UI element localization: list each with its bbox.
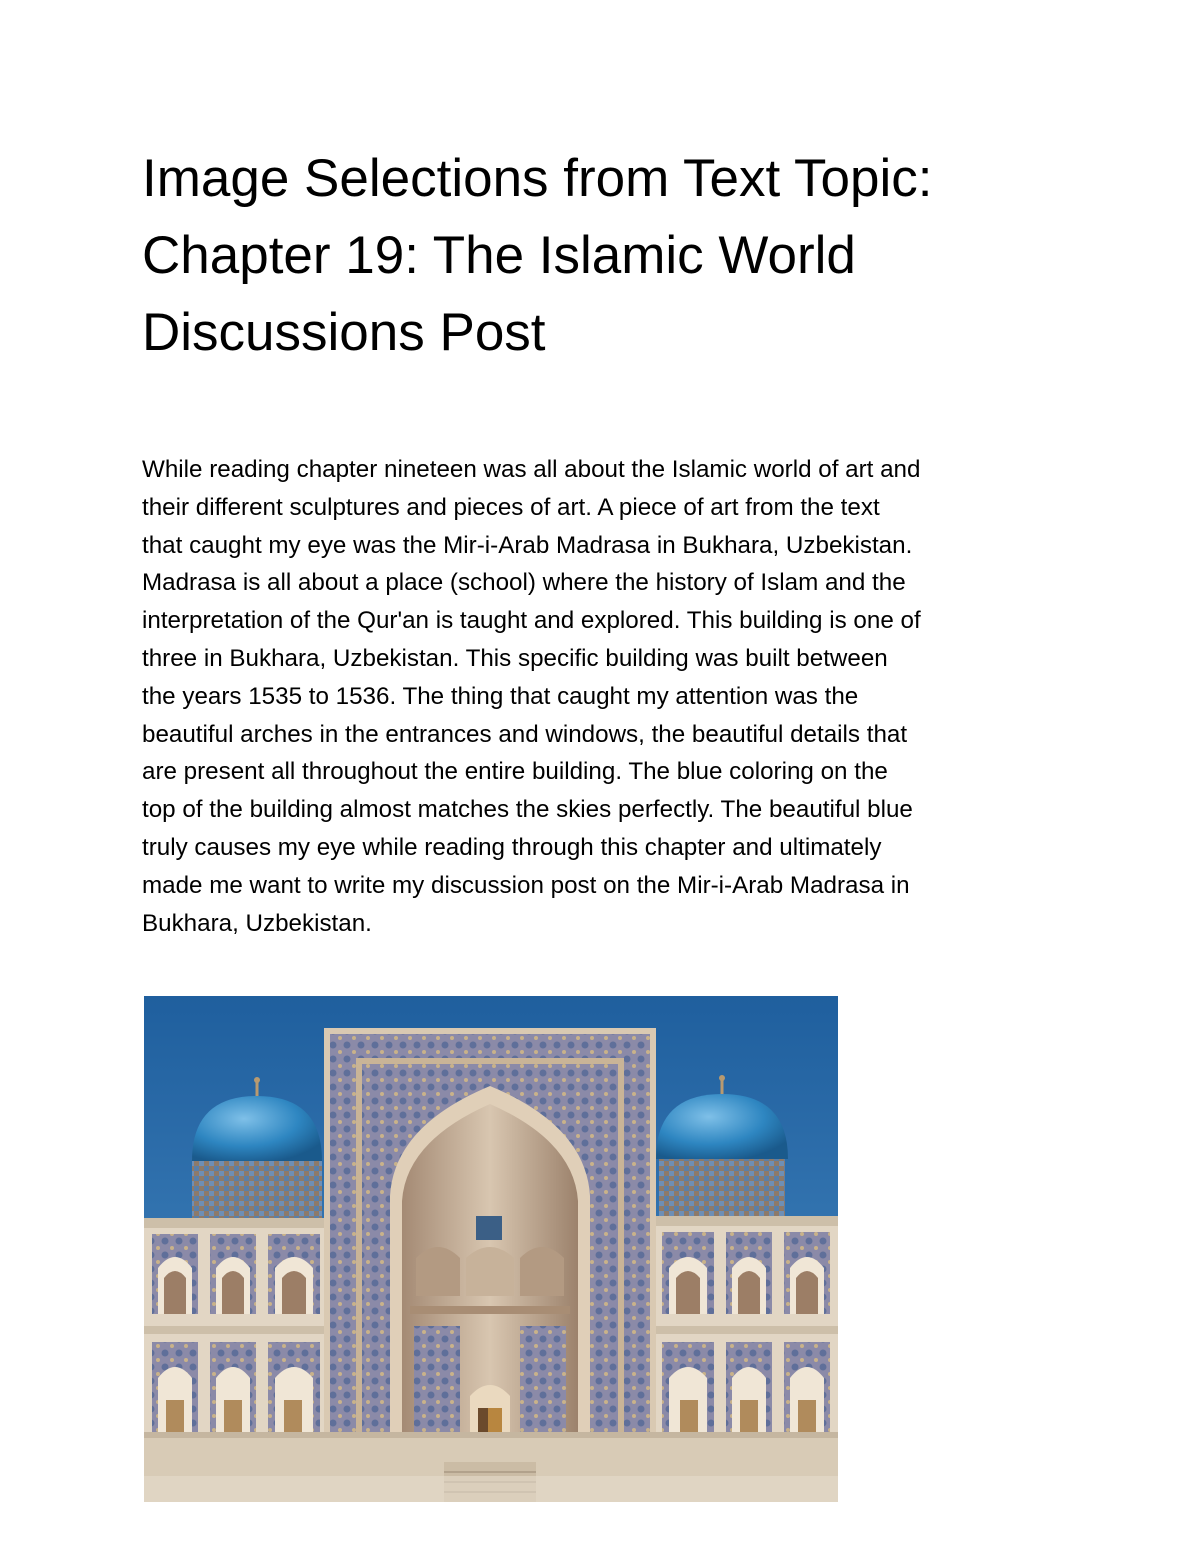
paragraph-line: beautiful arches in the entrances and windows, the beautiful details that [142,720,908,748]
paragraph-line: Madrasa is all about a place (school) where the history of Islam and the [142,569,906,597]
paragraph-line: Bukhara, Uzbekistan. [142,909,372,937]
discussion-paragraph [142,451,1082,942]
madrasa-photo [144,996,838,1502]
paragraph-line: the years 1535 to 1536. The thing that caught my attention was the [142,682,859,710]
paragraph-line: made me want to write my discussion post on the Mir-i-Arab Madrasa in [142,871,910,899]
paragraph-line: interpretation of the Qur'an is taught and explored. This building is one of [142,607,921,635]
paragraph-line: truly causes my eye while reading through this chapter and ultimately [142,833,882,861]
page-title [142,140,1102,371]
foreground-steps [144,1432,838,1502]
paragraph-line: their different sculptures and pieces of art. A piece of art from the text [142,493,880,521]
paragraph-line: are present all throughout the entire building. The blue coloring on the [142,758,888,786]
title-line: Image Selections from Text Topic: [142,149,933,208]
paragraph-line: top of the building almost matches the skies perfectly. The beautiful blue [142,796,913,824]
paragraph-line: three in Bukhara, Uzbekistan. This specific building was built between [142,644,888,672]
central-portal [324,1028,656,1472]
title-line: Discussions Post [142,303,546,362]
madrasa-illustration [144,996,838,1502]
title-line: Chapter 19: The Islamic World [142,226,856,285]
paragraph-line: that caught my eye was the Mir-i-Arab Madrasa in Bukhara, Uzbekistan. [142,531,913,559]
paragraph-line: While reading chapter nineteen was all about the Islamic world of art and [142,456,921,483]
